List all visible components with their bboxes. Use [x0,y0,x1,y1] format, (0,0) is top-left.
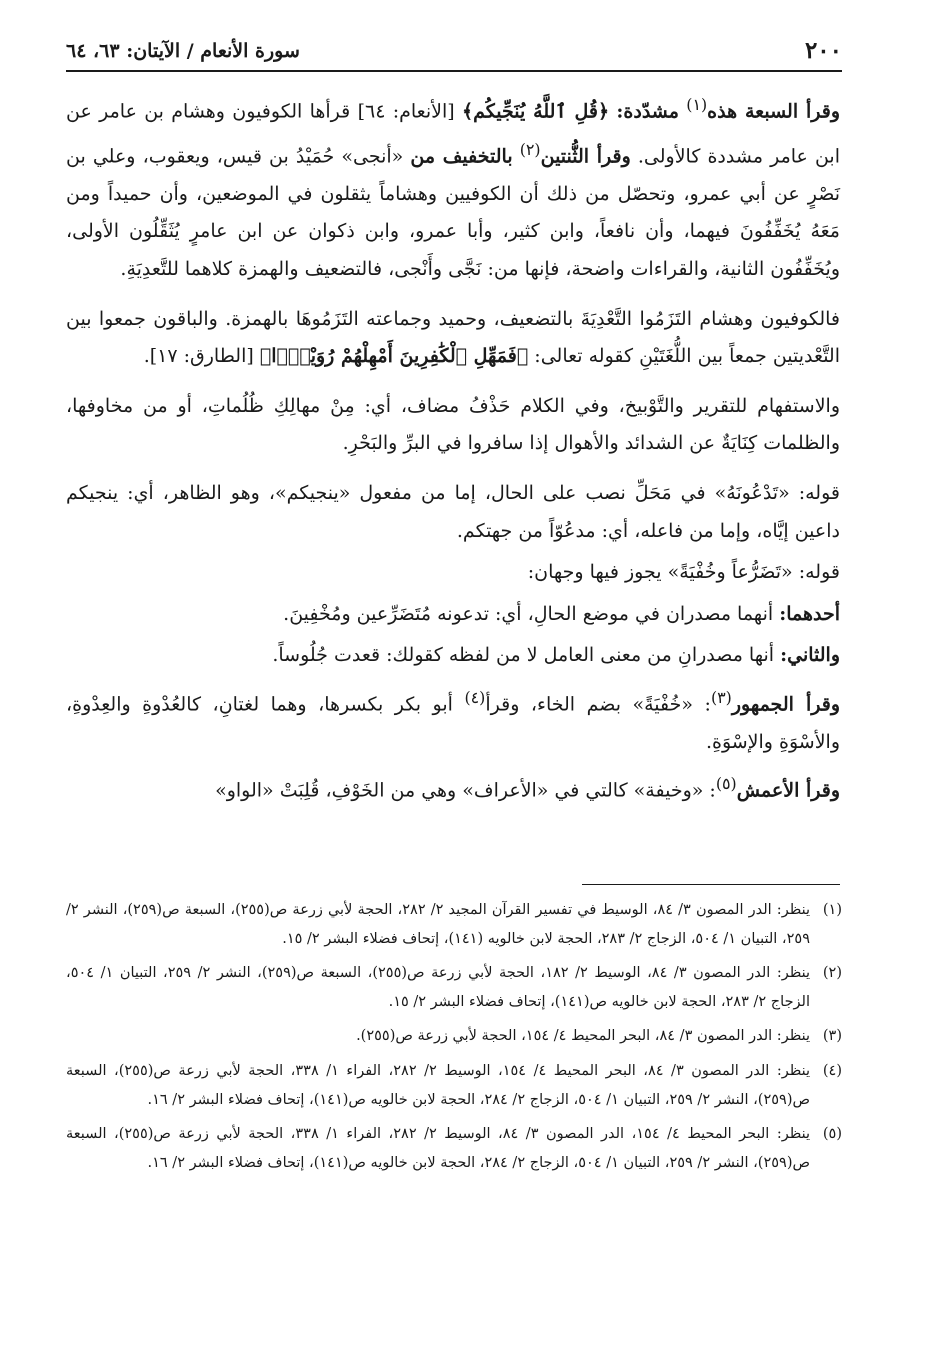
verse-reference: [الطارق: ١٧]. [143,345,254,368]
text-run: والباقون جمعوا بين التَّعْديتين جمعاً بين اللُّغَتَيْنِ كقوله تعالى: [66,307,840,368]
paragraph [66,596,840,634]
bold-label: مشدّدة: [616,100,679,123]
text-run: قرأها الكوفيون وهشام بن عامر عن ابن عامر مشددة كالأولى. [66,100,841,168]
text-run: فالكوفيون وهشام التَزَمُوا التَّعْدِيَةَ بالتضعيف، وحميد وجماعته التَزَمُوهَا بالهمزة. [225,307,841,330]
text-run: : «وخيفة» كالتي في «الأعراف» وهي من الخَوْفِ، قُلِبَتْ «الواو» [215,779,716,802]
quran-verse: ﴿فَمَهِّلِ ٱلْكَٰفِرِينَ أَمْهِلْهُمْ رُوَيْدًۢا﴾ [259,345,529,368]
paragraph: قوله: «تَدْعُونَهُ» في مَحَلِّ نصب على الحال، إما من مفعول «ينجيكم»، وهو الظاهر، أي: ينجيكم داعين إيَّاه، وإما من فاعله، أي: مدعُوّاً من جهتكم. [66,482,840,542]
running-header [66,36,842,72]
text-run: أنهما مصدران في موضع الحالِ، أي: تدعونه مُتَضَرِّعين ومُخْفِينَ. [283,602,774,625]
running-title: سورة الأنعام / الآيتان: ٦٣، ٦٤ [66,40,300,62]
page-number: ٢٠٠ [804,37,842,64]
footnote-separator [582,884,840,885]
footnote-ref: (١) [686,95,708,114]
bold-lead: وقرأ الثُّنتين [540,145,631,168]
paragraph [66,86,840,289]
bold-lead: أحدهما: [779,602,840,625]
footnote [66,959,842,1016]
footnote-ref: (٥) [715,774,737,794]
footnote-text: ينظر: الدر المصون ٣/ ٨٤، الوسيط في تفسير القرآن المجيد ٢/ ٢٨٢، الحجة لأبي زرعة ص(٢٥٥)، السبعة ص(٢٥٩)، النشر ٢/ ٢٥٩، التبيان ١/ ٥٠٤، الزجاج ٢/ ٢٨٣، الحجة لابن خالويه (١٤١)، إتحاف فضلاء البشر ٢/ ١٥. [66,902,810,947]
main-text [66,86,840,810]
bold-lead: وقرأ الأعمش [736,779,840,802]
bold-lead: والثاني: [780,644,840,667]
footnote [66,1120,842,1177]
bold-lead: وقرأ السبعة هذه [707,100,841,123]
footnote-number: (٢) [822,965,842,982]
footnote-text: ينظر: الدر المصون ٣/ ٨٤، الوسيط ٢/ ١٨٢، الحجة لأبي زرعة ص(٢٥٥)، السبعة ص(٢٥٩)، النشر ٢/ ٢٥٩، التبيان ١/ ٥٠٤، الزجاج ٢/ ٢٨٣، الحجة لابن خالويه ص(١٤١)، إتحاف فضلاء البشر ٢/ ١٥. [66,965,811,1010]
footnote [66,1057,842,1114]
footnote [66,1022,842,1051]
footnote-ref: (٣) [710,687,732,707]
footnote-number: (٥) [822,1126,842,1143]
footnote-text: ينظر: الدر المصون ٣/ ٨٤، البحر المحيط ٤/ ١٥٤، الوسيط ٢/ ٢٨٢، الفراء ١/ ٣٣٨، الحجة لأبي زرعة ص(٢٥٥)، السبعة ص(٢٥٩)، النشر ٢/ ٢٥٩، التبيان ١/ ٥٠٤، الزجاج ٢/ ٢٨٤، الحجة لابن خالويه ص(١٤١)، إتحاف فضلاء البشر ٢/ ١٦. [66,1062,811,1108]
footnote-ref: (٤) [464,687,486,707]
text-run: أنها مصدرانِ من معنى العامل لا من لفظه كقولك: قعدت جُلُوساً. [272,644,775,667]
paragraph: والاستفهام للتقرير والتَّوْبيخ، وفي الكلام حَذْفُ مضاف، أي: مِنْ مهالِكِ ظُلُماتِ، أو من مخاوفها، والظلمات كِنَايَةٌ عن الشدائد والأهوال إذا سافروا في البرِّ والبَحْرِ. [66,394,840,455]
footnote-number: (٣) [822,1028,842,1045]
footnotes [66,896,842,1183]
footnote-ref: (٢) [519,139,541,159]
verse-reference: [الأنعام: ٦٤] [357,100,455,123]
footnote-number: (١) [822,902,842,918]
footnote-text: ينظر: الدر المصون ٣/ ٨٤، البحر المحيط ٤/ ١٥٤، الحجة لأبي زرعة ص(٢٥٥). [356,1028,810,1045]
quran-verse: ﴿قُلِ ٱللَّهُ يُنَجِّيكُم﴾ [462,100,610,123]
paragraph: قوله: «تَضَرُّعاً وخُفْيَةً» يجوز فيها وجهان: [527,561,840,584]
text-run: «أنجى» حُمَيْدُ بن قيس، ويعقوب، وعلي بن نَصْرٍ عن أبي عمرو، وتحصّل من ذلك أن الكوفيين وهشاماً يثقلون في الموضعين، وأن حميداً ومن مَعَهُ يُخَفِّفُونَ فيهما، وأن نافعاً، وابن كثير، وأبا عمرو، وابن ذكوان عن ابن عامرٍ يُثَقِّلُون الأولى، ويُخَفِّفُون الثانية، والقراءات واضحة، فإنها من: نَجَّى وأَنْجى، فالتضعيف والهمزة كلاهما للتَّعدِيَةِ. [66,145,840,281]
bold-lead: بالتخفيف من [410,145,513,168]
footnote-text: ينظر: البحر المحيط ٤/ ١٥٤، الدر المصون ٣/ ٨٤، الوسيط ٢/ ٢٨٢، الفراء ١/ ٣٣٨، الحجة لأبي زرعة ص(٢٥٥)، السبعة ص(٢٥٩)، النشر ٢/ ٢٥٩، التبيان ١/ ٥٠٤، الزجاج ٢/ ٢٨٤، الحجة لابن خالويه ص(١٤١)، إتحاف فضلاء البشر ٢/ ١٦. [66,1126,811,1171]
paragraph [66,301,840,376]
bold-lead: وقرأ الجمهور [731,693,840,716]
text-run: : «خُفْيَةً» بضم الخاء، وقرأ [485,693,711,716]
footnote [66,896,842,953]
paragraph [66,765,840,810]
paragraph [66,679,840,762]
footnote-number: (٤) [822,1062,842,1079]
paragraph [66,637,840,675]
text-run: أبو بكر بكسرها، وهما لغتانِ، كالعُدْوةِ والعِدْوةِ، والأسْوَةِ والإسْوَةِ. [66,693,840,753]
